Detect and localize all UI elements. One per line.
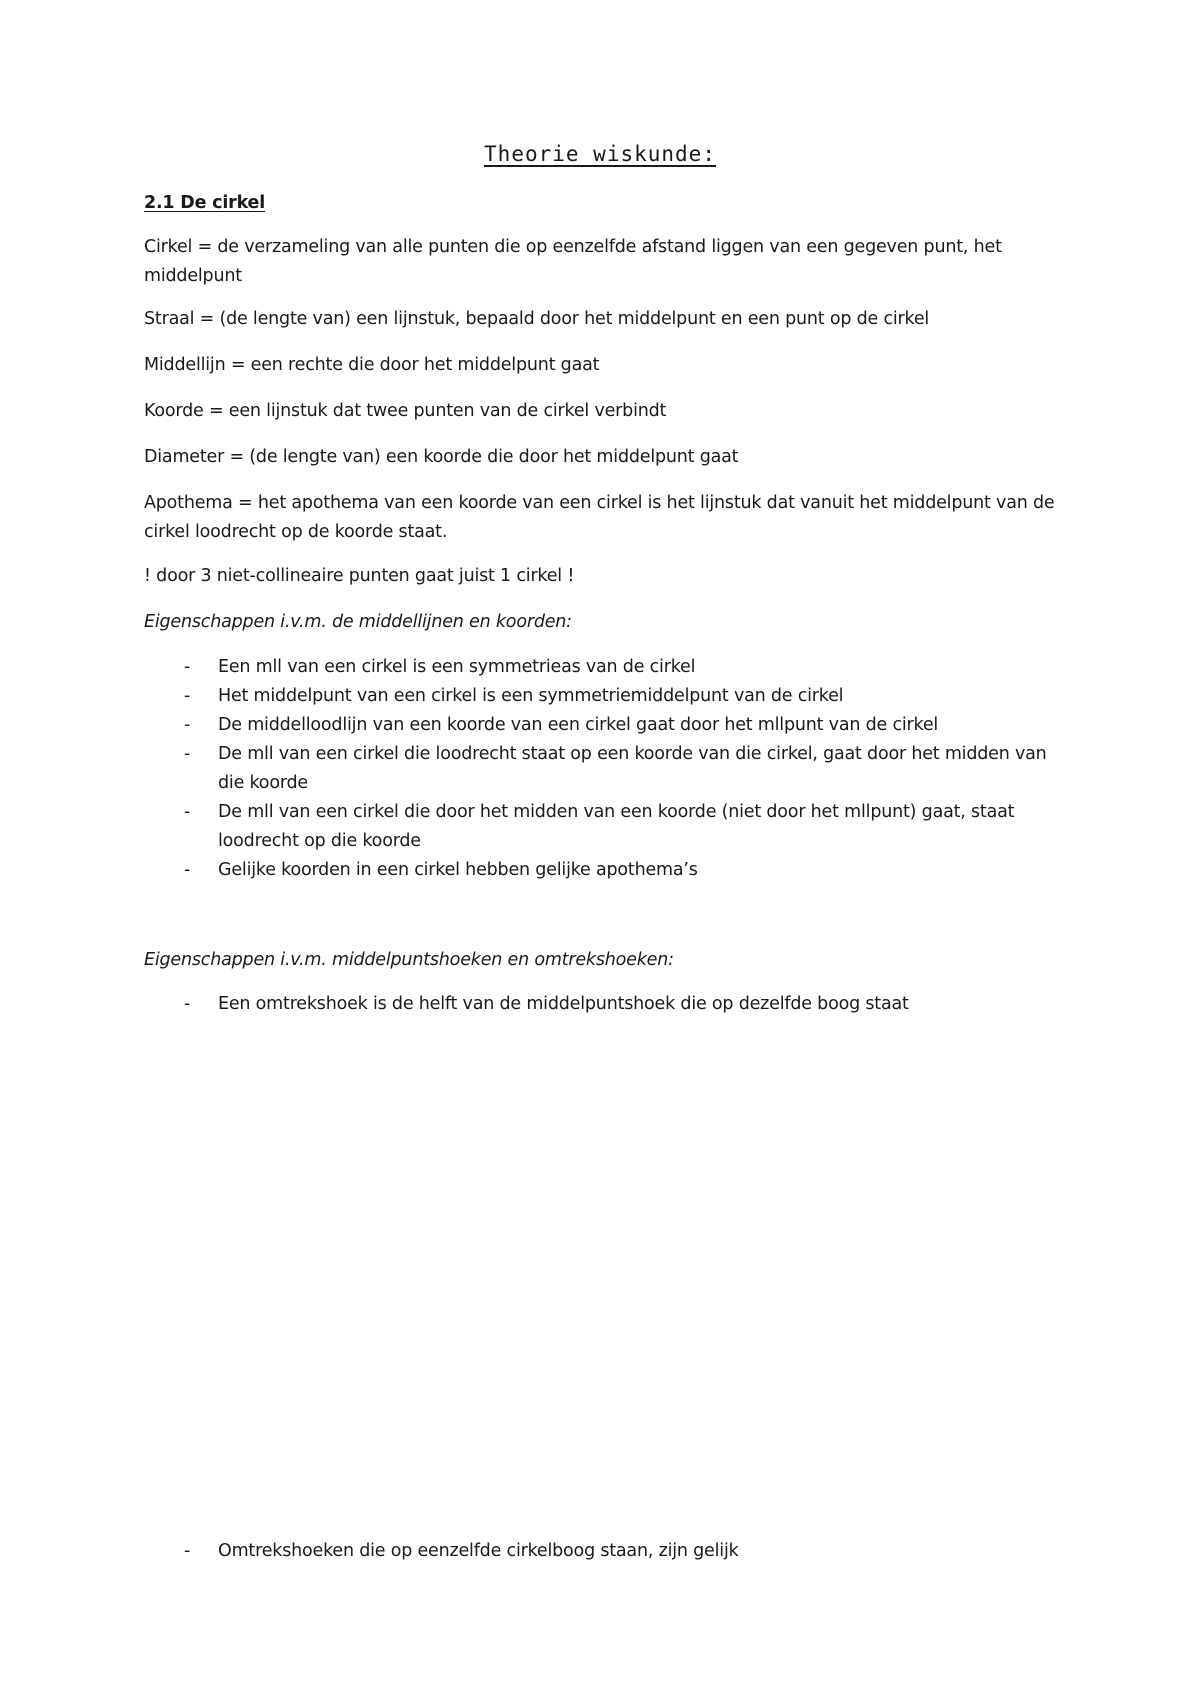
properties-list-angles-bottom (144, 1537, 1064, 1566)
dash-bullet: - (184, 994, 191, 1014)
collinear-note: ! door 3 niet-collineaire punten gaat juist 1 cirkel ! (144, 566, 575, 586)
list-item-text: De mll van een cirkel die loodrecht staat op een koorde van die cirkel, gaat door het midden van die koorde (218, 744, 1047, 793)
list-item-text: De middelloodlijn van een koorde van een cirkel gaat door het mllpunt van de cirkel (218, 715, 939, 735)
document-title: Theorie wiskunde: (484, 142, 716, 166)
list-item (144, 711, 1064, 740)
definition-diameter: Diameter = (de lengte van) een koorde die door het middelpunt gaat (144, 447, 739, 467)
list-item-text: Een mll van een cirkel is een symmetrieas van de cirkel (218, 657, 696, 677)
list-item-text: Gelijke koorden in een cirkel hebben gelijke apothema’s (218, 860, 698, 880)
dash-bullet: - (184, 657, 191, 677)
dash-bullet: - (184, 1541, 191, 1561)
dash-bullet: - (184, 860, 191, 880)
properties-heading-angles: Eigenschappen i.v.m. middelpuntshoeken en omtrekshoeken: (144, 950, 674, 970)
dash-bullet: - (184, 715, 191, 735)
definition-apothema: Apothema = het apothema van een koorde van een cirkel is het lijnstuk dat vanuit het middelpunt van de cirkel loodrecht op de koorde staat. (144, 493, 1055, 542)
dash-bullet: - (184, 686, 191, 706)
list-item-text: Omtrekshoeken die op eenzelfde cirkelboog staan, zijn gelijk (218, 1541, 739, 1561)
definition-koorde: Koorde = een lijnstuk dat twee punten van de cirkel verbindt (144, 401, 667, 421)
list-item (144, 798, 1064, 856)
definition-cirkel: Cirkel = de verzameling van alle punten die op eenzelfde afstand liggen van een gegeven punt, het middelpunt (144, 237, 1002, 286)
list-item-text: Een omtrekshoek is de helft van de middelpuntshoek die op dezelfde boog staat (218, 994, 909, 1014)
list-item-text: Het middelpunt van een cirkel is een symmetriemiddelpunt van de cirkel (218, 686, 844, 706)
list-item (144, 1537, 1064, 1566)
list-item (144, 990, 1064, 1019)
definition-middellijn: Middellijn = een rechte die door het middelpunt gaat (144, 355, 600, 375)
properties-heading-chords: Eigenschappen i.v.m. de middellijnen en koorden: (144, 612, 572, 632)
list-item (144, 653, 1064, 682)
section-heading: 2.1 De cirkel (144, 193, 266, 213)
properties-list-chords (144, 653, 1064, 885)
properties-list-angles (144, 990, 1064, 1019)
list-item-text: De mll van een cirkel die door het midden van een koorde (niet door het mllpunt) gaat, staat loodrecht op die koorde (218, 802, 1015, 851)
dash-bullet: - (184, 744, 191, 764)
list-item (144, 740, 1064, 798)
dash-bullet: - (184, 802, 191, 822)
list-item (144, 682, 1064, 711)
list-item (144, 856, 1064, 885)
definition-straal: Straal = (de lengte van) een lijnstuk, bepaald door het middelpunt en een punt op de cirkel (144, 309, 930, 329)
